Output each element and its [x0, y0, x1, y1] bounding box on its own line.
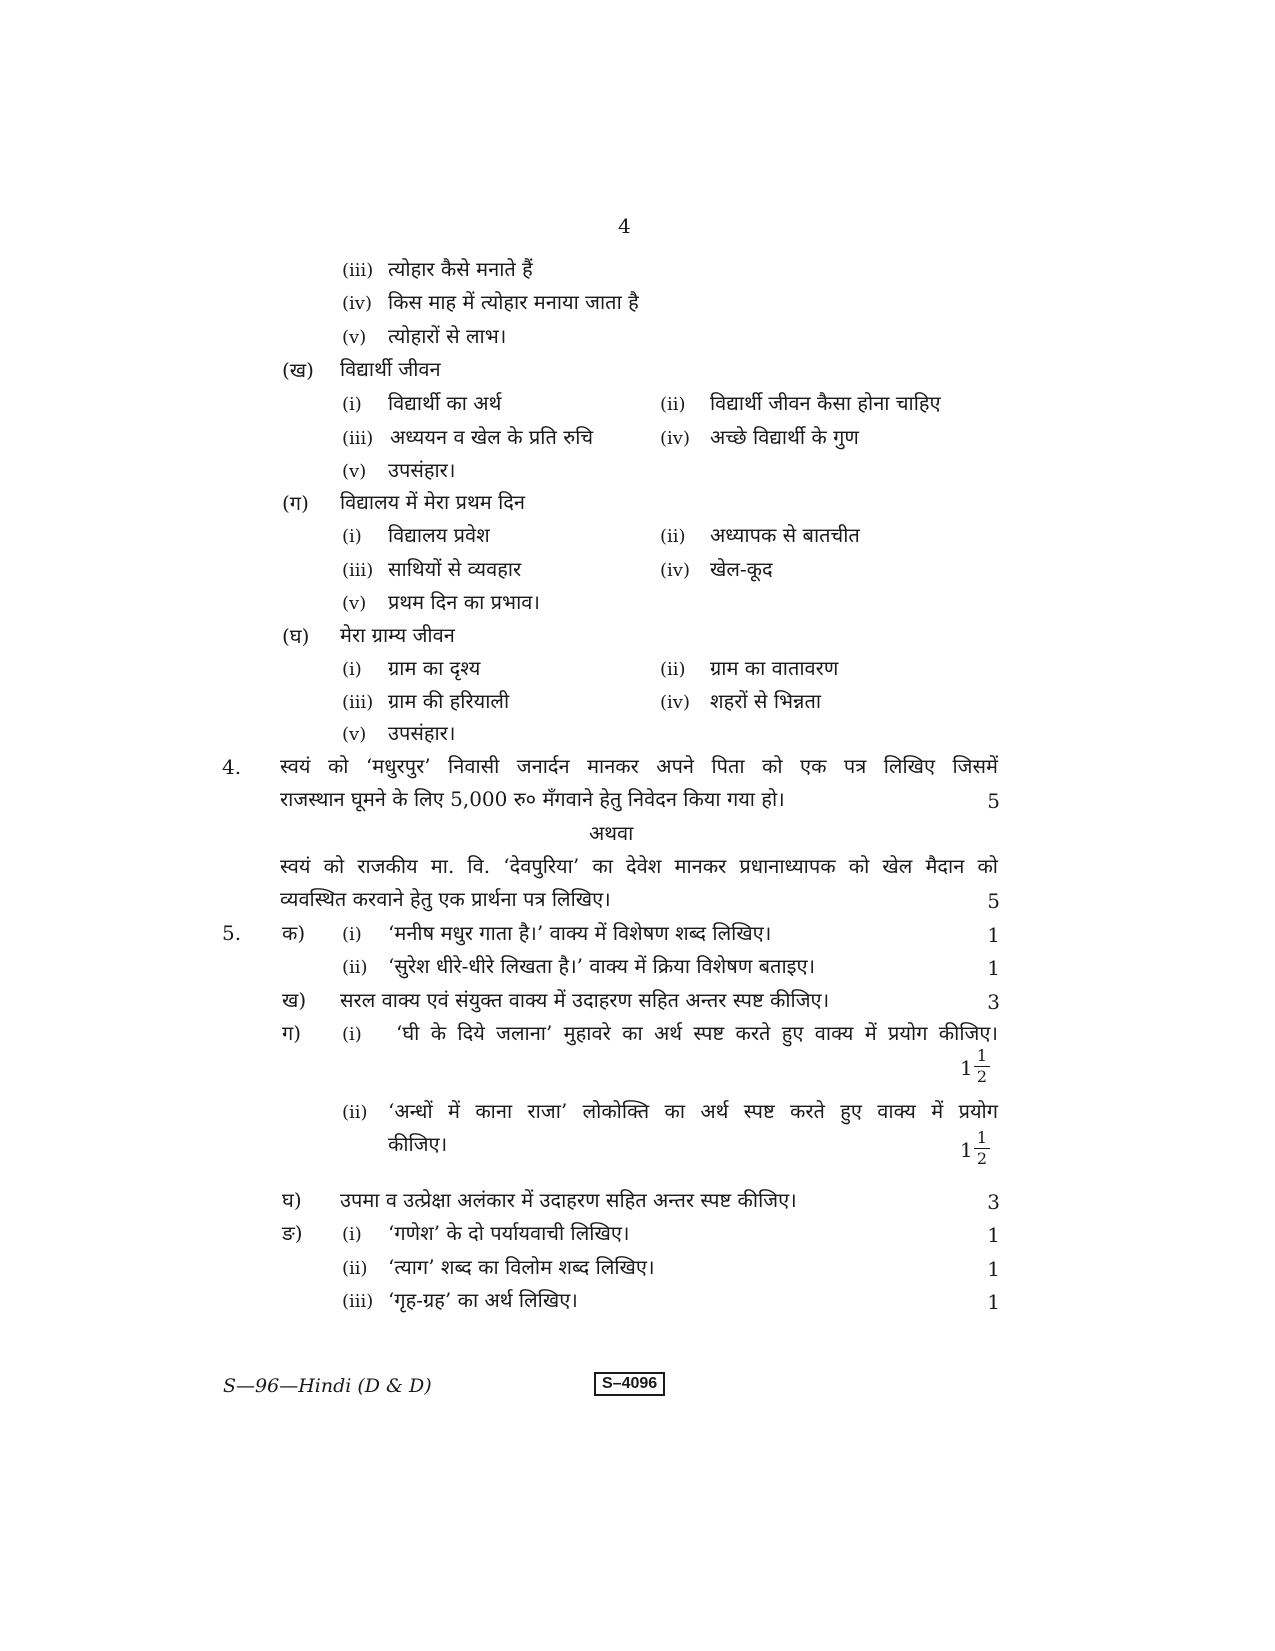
item-text: अच्छे विद्यार्थी के गुण	[710, 425, 859, 449]
item-text: उपमा व उत्प्रेक्षा अलंकार में उदाहरण सहित अन्तर स्पष्ट कीजिए।	[340, 1188, 797, 1212]
item-text: ‘गणेश’ के दो पर्यायवाची लिखिए।	[388, 1221, 630, 1245]
section-label: (घ)	[282, 624, 310, 648]
fraction-numerator: 1	[976, 1128, 988, 1147]
item-num: (ii)	[342, 957, 368, 978]
item-num: (iii)	[342, 560, 374, 581]
item-text: विद्यालय प्रवेश	[388, 523, 490, 547]
item-num: (ii)	[660, 526, 686, 547]
item-text: साथियों से व्यवहार	[388, 557, 522, 581]
sub-label: ग)	[282, 1021, 302, 1045]
item-num: (i)	[342, 1024, 362, 1045]
item-num: (iii)	[342, 692, 374, 713]
q4-text-line: स्वयं को राजकीय मा. वि. ‘देवपुरिया’ का देवेश मानकर प्रधानाध्यापक को खेल मैदान को	[280, 854, 998, 878]
sub-label: ख)	[282, 988, 307, 1012]
or-label: अथवा	[589, 821, 634, 845]
section-title: मेरा ग्राम्य जीवन	[340, 623, 455, 647]
marks: 3	[987, 990, 1000, 1014]
marks: 3	[987, 1190, 1000, 1214]
item-text: अध्ययन व खेल के प्रति रुचि	[390, 425, 594, 449]
marks: 5	[987, 789, 1000, 813]
item-num: (iii)	[342, 260, 374, 281]
item-text: ‘त्याग’ शब्द का विलोम शब्द लिखिए।	[388, 1255, 655, 1279]
marks: 1	[987, 1257, 1000, 1281]
item-text: विद्यार्थी जीवन कैसा होना चाहिए	[710, 391, 941, 415]
fraction-marks	[960, 1048, 994, 1088]
section-title: विद्यालय में मेरा प्रथम दिन	[340, 490, 525, 514]
item-text: प्रथम दिन का प्रभाव।	[388, 590, 540, 614]
item-num: (i)	[342, 526, 362, 547]
item-text: उपसंहार।	[388, 721, 456, 745]
sub-label: ङ)	[282, 1221, 303, 1245]
fraction-whole: 1	[960, 1056, 973, 1080]
marks: 1	[987, 1290, 1000, 1314]
sub-label: क)	[282, 921, 306, 945]
section-title: विद्यार्थी जीवन	[340, 357, 441, 381]
marks: 1	[987, 956, 1000, 980]
item-num: (iv)	[660, 692, 690, 713]
question-number: 4.	[222, 755, 242, 779]
question-number: 5.	[222, 921, 242, 945]
item-num: (i)	[342, 659, 362, 680]
item-text: उपसंहार।	[388, 458, 456, 482]
footer-paper-code: S—96—Hindi (D & D)	[223, 1375, 432, 1397]
item-text: ग्राम का दृश्य	[388, 656, 481, 680]
marks: 1	[987, 1223, 1000, 1247]
item-text: ‘मनीष मधुर गाता है।’ वाक्य में विशेषण शब्द लिखिए।	[388, 921, 772, 945]
item-num: (v)	[342, 593, 367, 614]
q4-text-line: राजस्थान घूमने के लिए 5,000 रु० मँगवाने हेतु निवेदन किया गया हो।	[280, 787, 785, 811]
fraction-denominator: 2	[976, 1149, 988, 1168]
item-num: (v)	[342, 461, 367, 482]
fraction-numerator: 1	[976, 1046, 988, 1065]
item-num: (ii)	[342, 1258, 368, 1279]
item-num: (i)	[342, 1224, 362, 1245]
item-num: (iii)	[342, 428, 374, 449]
fraction-denominator: 2	[976, 1067, 988, 1086]
item-num: (ii)	[660, 394, 686, 415]
footer-booklet-code: S–4096	[594, 1372, 665, 1396]
item-num: (iv)	[342, 293, 372, 314]
item-num: (ii)	[660, 659, 686, 680]
item-text: त्योहार कैसे मनाते हैं	[388, 257, 533, 281]
item-text: त्योहारों से लाभ।	[388, 324, 507, 348]
item-num: (i)	[342, 924, 362, 945]
item-text: खेल-कूद	[710, 557, 773, 581]
item-text: ग्राम की हरियाली	[388, 689, 510, 713]
marks: 1	[987, 923, 1000, 947]
item-text: विद्यार्थी का अर्थ	[388, 391, 502, 415]
fraction-marks	[960, 1130, 994, 1170]
section-label: (ग)	[282, 491, 309, 515]
item-num: (iii)	[342, 1291, 374, 1312]
item-text: शहरों से भिन्नता	[710, 689, 822, 713]
fraction-whole: 1	[960, 1138, 973, 1162]
item-text: सरल वाक्य एवं संयुक्त वाक्य में उदाहरण सहित अन्तर स्पष्ट कीजिए।	[340, 988, 830, 1012]
item-text: ग्राम का वातावरण	[710, 656, 839, 680]
item-num: (iv)	[660, 428, 690, 449]
item-text: ‘घी के दिये जलाना’ मुहावरे का अर्थ स्पष्ट करते हुए वाक्य में प्रयोग कीजिए।	[396, 1021, 998, 1045]
item-text: कीजिए।	[388, 1132, 448, 1156]
item-text: ‘सुरेश धीरे-धीरे लिखता है।’ वाक्य में क्रिया विशेषण बताइए।	[388, 954, 816, 978]
item-num: (v)	[342, 327, 367, 348]
item-text: ‘गृह-ग्रह’ का अर्थ लिखिए।	[388, 1288, 578, 1312]
marks: 5	[987, 889, 1000, 913]
item-num: (v)	[342, 724, 367, 745]
item-text: अध्यापक से बातचीत	[710, 523, 860, 547]
sub-label: घ)	[282, 1188, 302, 1212]
item-num: (ii)	[342, 1102, 368, 1123]
item-num: (i)	[342, 394, 362, 415]
item-text: ‘अन्धों में काना राजा’ लोकोक्ति का अर्थ स्पष्ट करते हुए वाक्य में प्रयोग	[388, 1099, 998, 1123]
page-number: 4	[618, 214, 631, 238]
q4-text-line: व्यवस्थित करवाने हेतु एक प्रार्थना पत्र लिखिए।	[280, 887, 611, 911]
item-num: (iv)	[660, 560, 690, 581]
item-text: किस माह में त्योहार मनाया जाता है	[388, 290, 639, 314]
q4-text-line: स्वयं को ‘मधुरपुर’ निवासी जनार्दन मानकर अपने पिता को एक पत्र लिखिए जिसमें	[280, 754, 998, 778]
section-label: (ख)	[282, 358, 314, 382]
